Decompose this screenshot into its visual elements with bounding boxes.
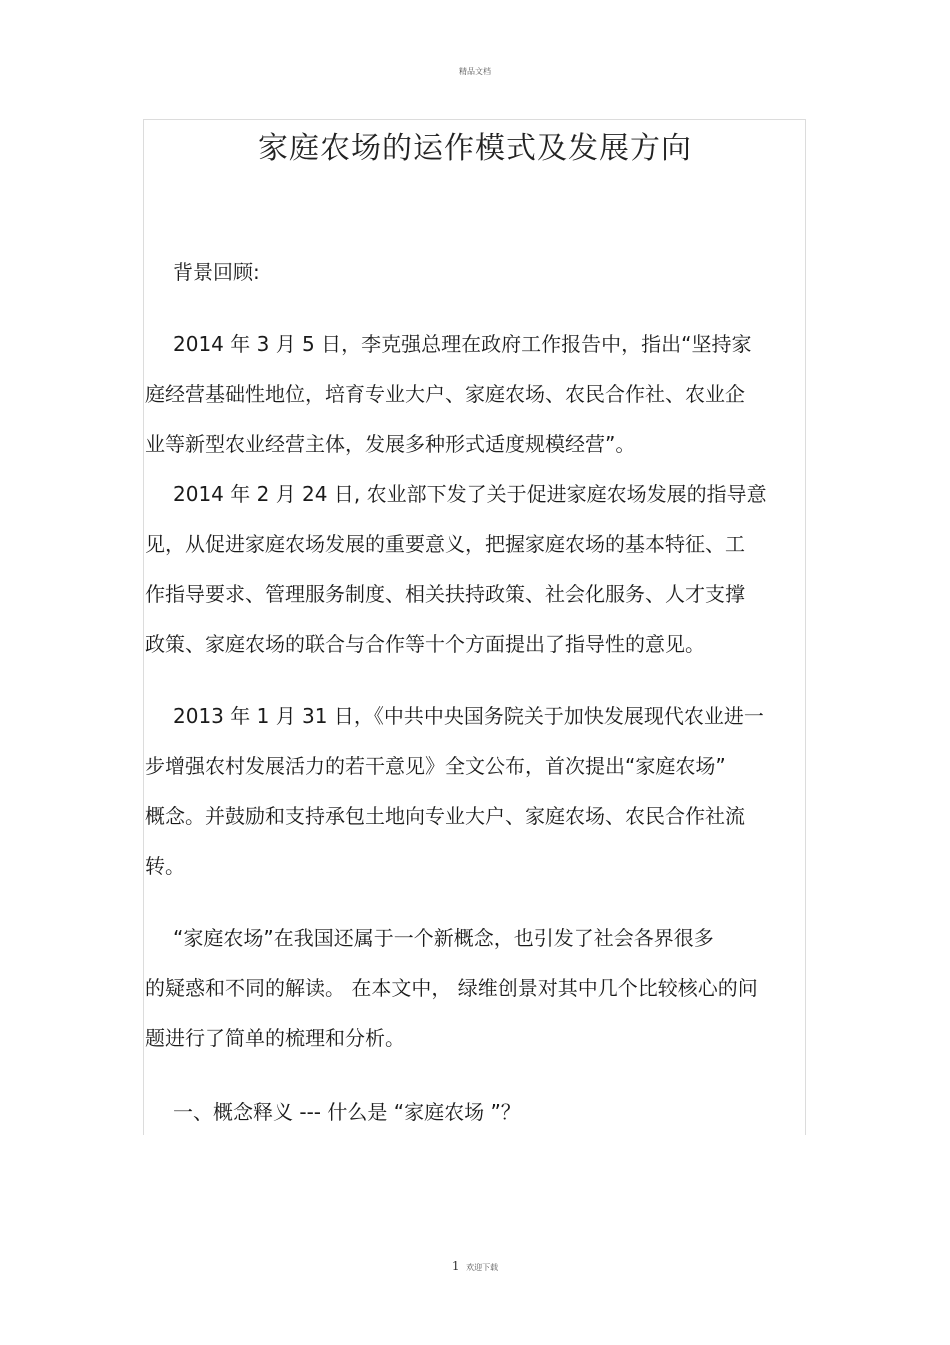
paragraph-4-line-1: “家庭农场”在我国还属于一个新概念，也引发了社会各界很多 xyxy=(173,926,714,950)
paragraph-2-line-2: 见，从促进家庭农场发展的重要意义，把握家庭农场的基本特征、工 xyxy=(145,532,745,556)
paragraph-4-line-3: 题进行了简单的梳理和分析。 xyxy=(145,1026,405,1050)
page-number: 1 xyxy=(451,1259,460,1273)
paragraph-3-line-2: 步增强农村发展活力的若干意见》全文公布，首次提出“家庭农场” xyxy=(145,754,726,778)
paragraph-1-line-1: 2014 年 3 月 5 日，李克强总理在政府工作报告中，指出“坚持家 xyxy=(173,332,752,356)
paragraph-3-line-4: 转。 xyxy=(145,854,185,878)
page-footer xyxy=(0,1259,950,1273)
section-heading-background: 背景回顾: xyxy=(173,260,260,284)
paragraph-4-line-2: 的疑惑和不同的解读。 在本文中， 绿维创景对其中几个比较核心的问 xyxy=(145,976,758,1000)
section-heading-concept: 一、概念释义 --- 什么是 “家庭农场 ”？ xyxy=(173,1100,521,1124)
paragraph-2-line-1: 2014 年 2 月 24 日, 农业部下发了关于促进家庭农场发展的指导意 xyxy=(173,482,767,506)
footer-text: 欢迎下载 xyxy=(466,1263,499,1272)
paragraph-3-line-1: 2013 年 1 月 31 日，《中共中央国务院关于加快发展现代农业进一 xyxy=(173,704,764,728)
document-title: 家庭农场的运作模式及发展方向 xyxy=(258,131,692,166)
paragraph-2-line-3: 作指导要求、管理服务制度、相关扶持政策、社会化服务、人才支撑 xyxy=(145,582,745,606)
header-watermark: 精品文档 xyxy=(459,67,491,76)
paragraph-1-line-2: 庭经营基础性地位，培育专业大户、家庭农场、农民合作社、农业企 xyxy=(145,382,745,406)
paragraph-2-line-4: 政策、家庭农场的联合与合作等十个方面提出了指导性的意见。 xyxy=(145,632,705,656)
paragraph-1-line-3: 业等新型农业经营主体，发展多种形式适度规模经营”。 xyxy=(145,432,636,456)
paragraph-3-line-3: 概念。并鼓励和支持承包土地向专业大户、家庭农场、农民合作社流 xyxy=(145,804,745,828)
